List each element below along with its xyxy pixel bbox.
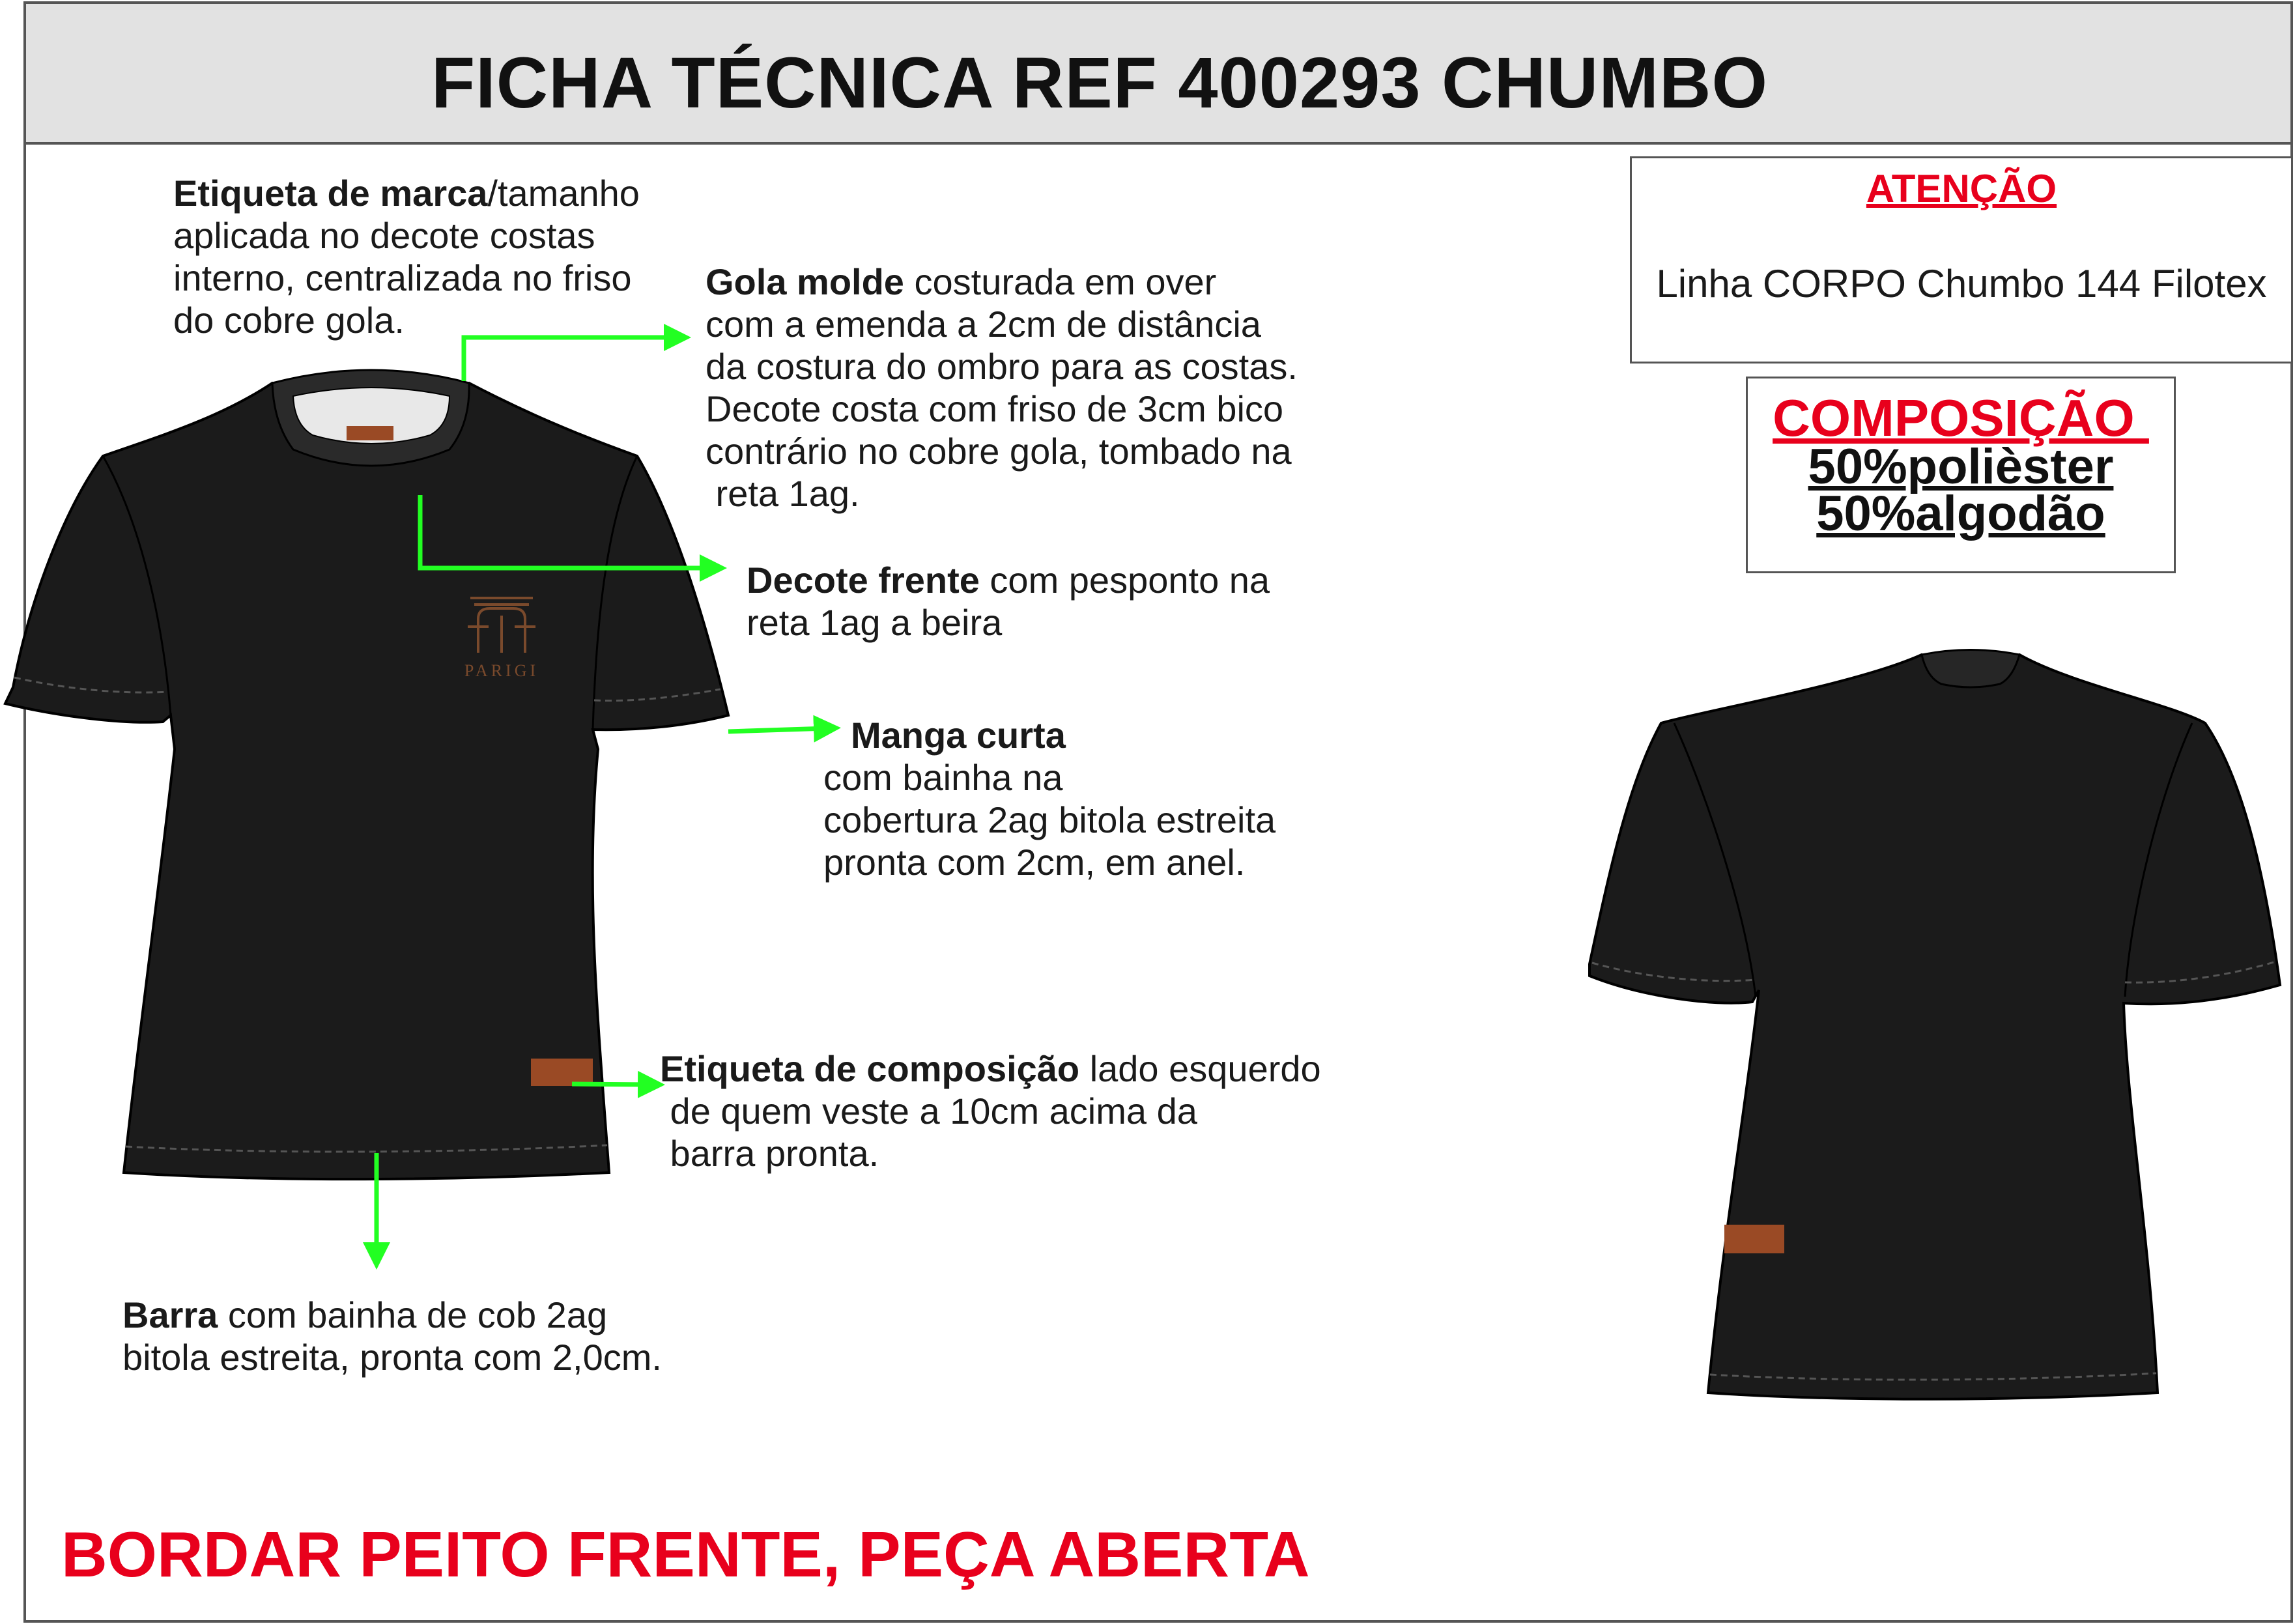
note-brand-label-rest: /tamanho [487,173,640,214]
arrow-collar [464,337,677,381]
front-tshirt [5,370,728,1179]
note-line: Decote costa com friso de 3cm bico [706,388,1284,429]
note-hem-title: Barra [122,1294,218,1335]
note-line: reta 1ag a beira [747,602,1003,643]
composition-title: COMPOSIÇÃO [1773,389,2149,447]
back-tshirt [1589,650,2280,1399]
note-sleeve [823,714,1276,883]
note-line: pronta com 2cm, em anel. [823,842,1246,883]
note-front-neckline-title: Decote frente [747,560,980,601]
note-line: da costura do ombro para as costas. [706,346,1298,387]
note-front-neckline-rest: com pesponto na [979,560,1270,601]
composition-polyester: 50%polièster [1808,439,2114,494]
chest-logo-text: PARIGI [464,661,539,680]
composition-cotton: 50%algodão [1816,486,2105,541]
note-line: contrário no cobre gola, tombado na [706,431,1292,472]
note-sleeve-title: Manga curta [851,715,1066,756]
note-line: cobertura 2ag bitola estreita [823,799,1276,840]
note-line: barra pronta. [660,1133,879,1174]
note-composition-label-title: Etiqueta de composição [660,1048,1080,1089]
page-title: FICHA TÉCNICA REF 400293 CHUMBO [431,43,1769,123]
note-line: com bainha na [823,757,1063,798]
note-hem-rest: com bainha de cob 2ag [218,1294,608,1335]
embroidery-instruction: BORDAR PEITO FRENTE, PEÇA ABERTA [61,1518,1310,1590]
note-brand-label [173,172,640,341]
front-brand-label [347,426,393,440]
arrow-sleeve [728,728,827,732]
composition-box [1746,377,2176,573]
note-composition-label [660,1047,1321,1175]
note-hem [122,1294,662,1378]
note-line: de quem veste a 10cm acima da [660,1090,1197,1132]
attention-text: Linha CORPO Chumbo 144 Filotex [1656,262,2267,306]
note-line: aplicada no decote costas [173,215,595,256]
back-composition-label [1724,1225,1784,1253]
back-neck-rib [1922,650,2019,688]
note-collar [706,261,1298,515]
note-collar-title: Gola molde [706,261,904,302]
attention-box [1630,156,2293,363]
note-line: com a emenda a 2cm de distância [706,304,1261,345]
note-brand-label-title: Etiqueta de marca [173,173,488,214]
note-line: interno, centralizada no friso [173,257,632,298]
note-line: bitola estreita, pronta com 2,0cm. [122,1337,662,1378]
note-front-neckline [747,559,1270,644]
note-line: do cobre gola. [173,300,405,341]
note-collar-rest: costurada em over [904,261,1217,302]
note-line: reta 1ag. [706,473,860,514]
note-composition-label-rest: lado esquerdo [1079,1048,1321,1089]
arrow-composition-label [572,1084,651,1085]
attention-title: ATENÇÃO [1866,167,2057,210]
